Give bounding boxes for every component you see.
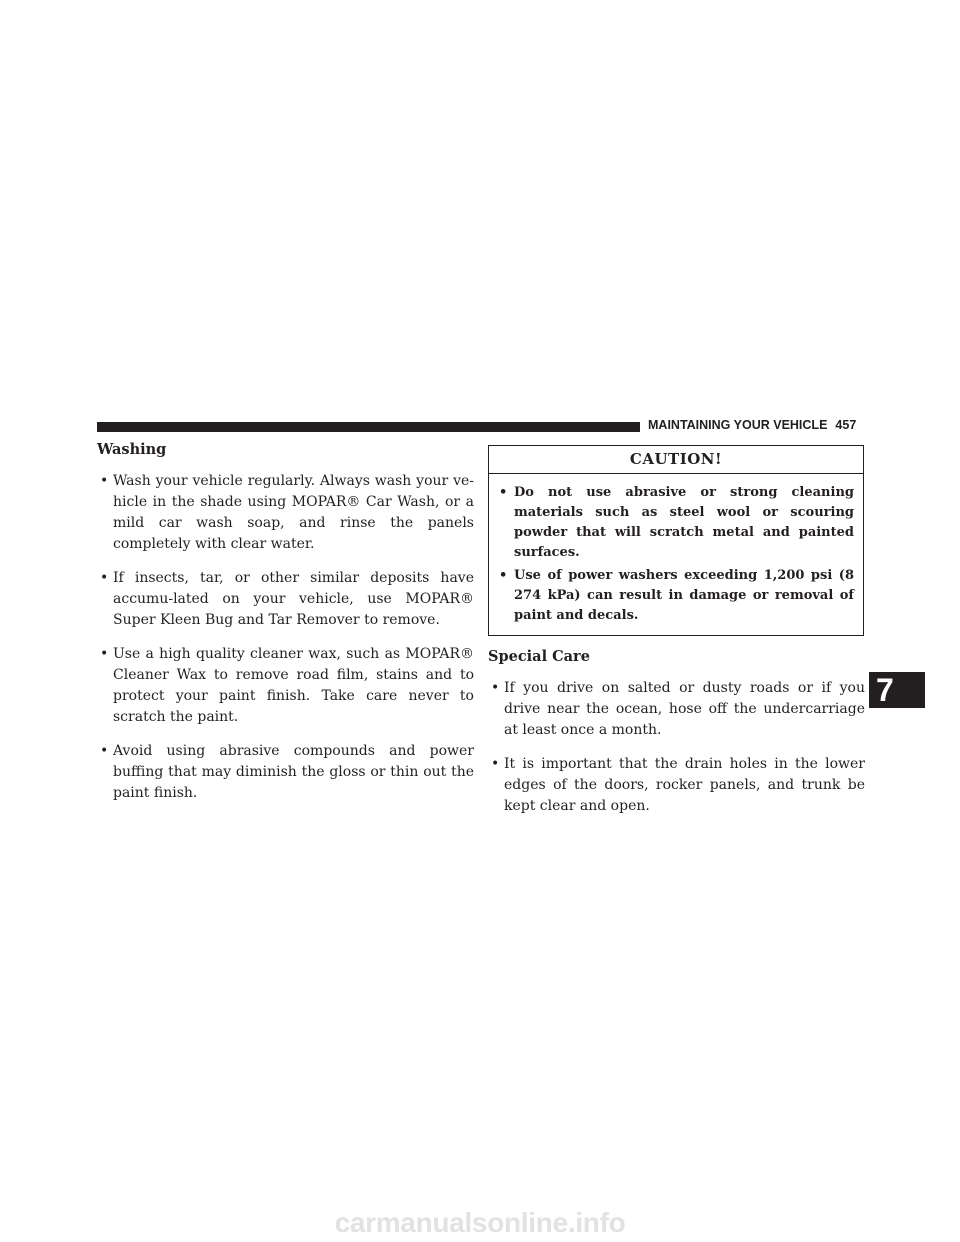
list-item: • Do not use abrasive or strong cleaning materials such as steel wool or scouring powder that will scratch metal and painted surfaces.	[499, 485, 854, 560]
bullet-icon: •	[491, 756, 500, 772]
bullet-icon: •	[100, 743, 109, 759]
left-column	[97, 441, 474, 817]
bullet-icon: •	[491, 680, 500, 696]
bullet-icon: •	[499, 485, 508, 500]
bullet-icon: •	[499, 568, 508, 583]
page-number: 457	[835, 418, 857, 432]
list-item: • It is important that the drain holes in the lower edges of the doors, rocker panels, and trunk be kept clear and open.	[491, 756, 865, 814]
list-item: • If you drive on salted or dusty roads or if you drive near the ocean, hose off the undercarriage at least once a month.	[491, 680, 865, 738]
running-header	[648, 418, 856, 432]
bullet-icon: •	[100, 570, 109, 586]
right-column	[488, 445, 865, 830]
bullet-icon: •	[100, 646, 109, 662]
list-item: • Use a high quality cleaner wax, such as MOPAR® Cleaner Wax to remove road film, stains and to protect your paint finish. Take care never to scratch the paint.	[100, 646, 474, 725]
list-item: • Wash your vehicle regularly. Always wash your ve-hicle in the shade using MOPAR® Car Wash, or a mild car wash soap, and rinse the panels completely with clear water.	[100, 473, 474, 552]
caution-list	[489, 474, 863, 635]
washing-heading: Washing	[97, 441, 167, 458]
list-item: • Avoid using abrasive compounds and power buffing that may diminish the gloss or thin out the paint finish.	[100, 743, 474, 801]
header-bar	[97, 422, 640, 432]
caution-box	[488, 445, 864, 636]
section-title: MAINTAINING YOUR VEHICLE	[648, 418, 828, 432]
washing-list	[97, 471, 474, 804]
chapter-tab: 7	[869, 672, 925, 708]
caution-title: CAUTION!	[489, 446, 863, 474]
special-care-heading: Special Care	[488, 648, 590, 665]
special-care-list	[488, 678, 865, 817]
list-item: • If insects, tar, or other similar deposits have accumu-lated on your vehicle, use MOPAR® Super Kleen Bug and Tar Remover to remove.	[100, 570, 474, 628]
watermark: carmanualsonline.info	[334, 1207, 626, 1238]
bullet-icon: •	[100, 473, 109, 489]
list-item: • Use of power washers exceeding 1,200 psi (8 274 kPa) can result in damage or removal of paint and decals.	[499, 568, 854, 623]
